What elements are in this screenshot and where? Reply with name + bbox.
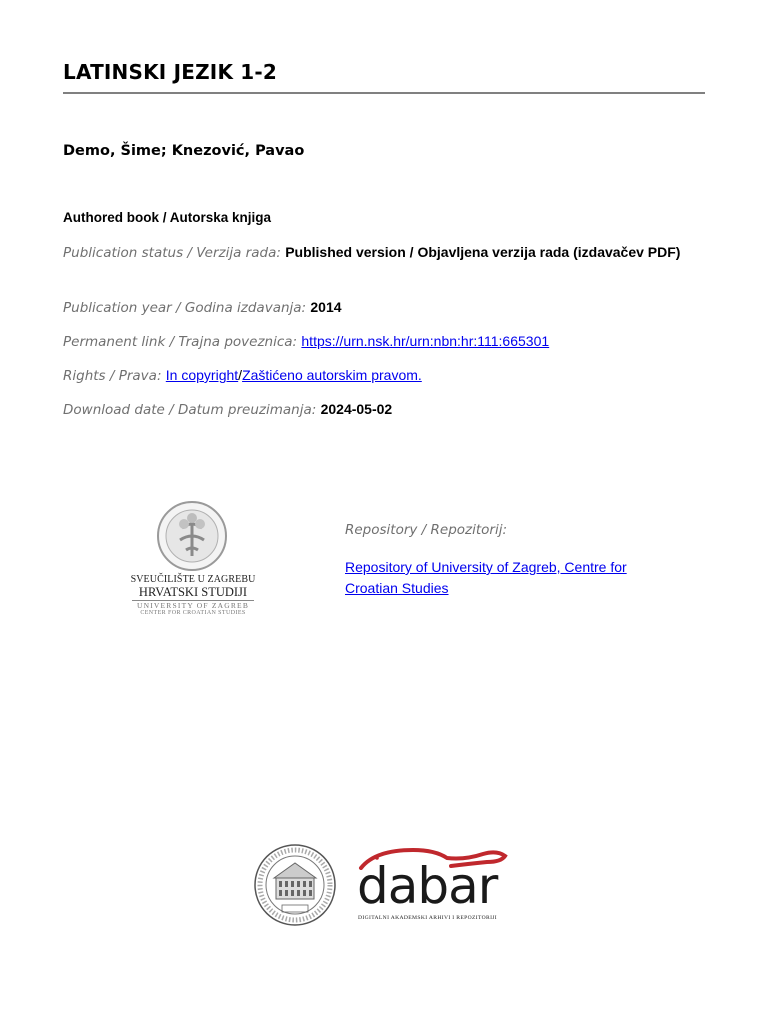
- rights-link-hr[interactable]: Zaštićeno autorskim pravom.: [242, 367, 422, 383]
- university-seal-icon: [252, 843, 338, 927]
- title-divider: [63, 92, 705, 94]
- work-type: Authored book / Autorska knjiga: [63, 210, 272, 225]
- field-value: 2024-05-02: [320, 401, 393, 417]
- document-title: LATINSKI JEZIK 1-2: [63, 60, 278, 84]
- institution-name: SVEUČILIŠTE U ZAGREBU: [130, 574, 256, 585]
- dabar-wordmark: dabar: [357, 857, 498, 915]
- field-permanent-link: [63, 331, 703, 352]
- field-download-date: [63, 399, 703, 420]
- field-label: Permanent link / Trajna poveznica:: [63, 334, 298, 350]
- field-label: Rights / Prava:: [63, 368, 162, 384]
- permanent-link[interactable]: https://urn.nsk.hr/urn:nbn:hr:111:665301: [301, 333, 550, 349]
- field-label: Download date / Datum preuzimanja:: [63, 402, 317, 418]
- institution-logo: [128, 494, 262, 624]
- field-value: 2014: [310, 299, 342, 315]
- dabar-logo: [355, 846, 515, 926]
- field-publication-status: [63, 242, 703, 263]
- field-publication-year: [63, 297, 703, 318]
- field-label: Publication status / Verzija rada:: [63, 245, 281, 261]
- institution-name-en: UNIVERSITY OF ZAGREB: [136, 601, 250, 610]
- institution-subname-en: CENTER FOR CROATIAN STUDIES: [140, 610, 246, 616]
- field-rights: [63, 365, 703, 386]
- authors: Demo, Šime; Knezović, Pavao: [63, 143, 305, 159]
- repository-label: Repository / Repozitorij:: [345, 522, 508, 538]
- institution-subname: HRVATSKI STUDIJI: [138, 585, 248, 599]
- repository-link[interactable]: Repository of University of Zagreb, Centre for Croatian Studies: [345, 559, 627, 596]
- seal-icon: [152, 498, 232, 578]
- field-label: Publication year / Godina izdavanja:: [63, 300, 307, 316]
- rights-link-en[interactable]: In copyright: [165, 367, 239, 383]
- dabar-subtitle: DIGITALNI AKADEMSKI ARHIVI I REPOZITORIJI: [358, 915, 498, 921]
- field-value: Published version / Objavljena verzija rada (izdavačev PDF): [285, 244, 681, 260]
- rights-separator: /: [238, 367, 243, 383]
